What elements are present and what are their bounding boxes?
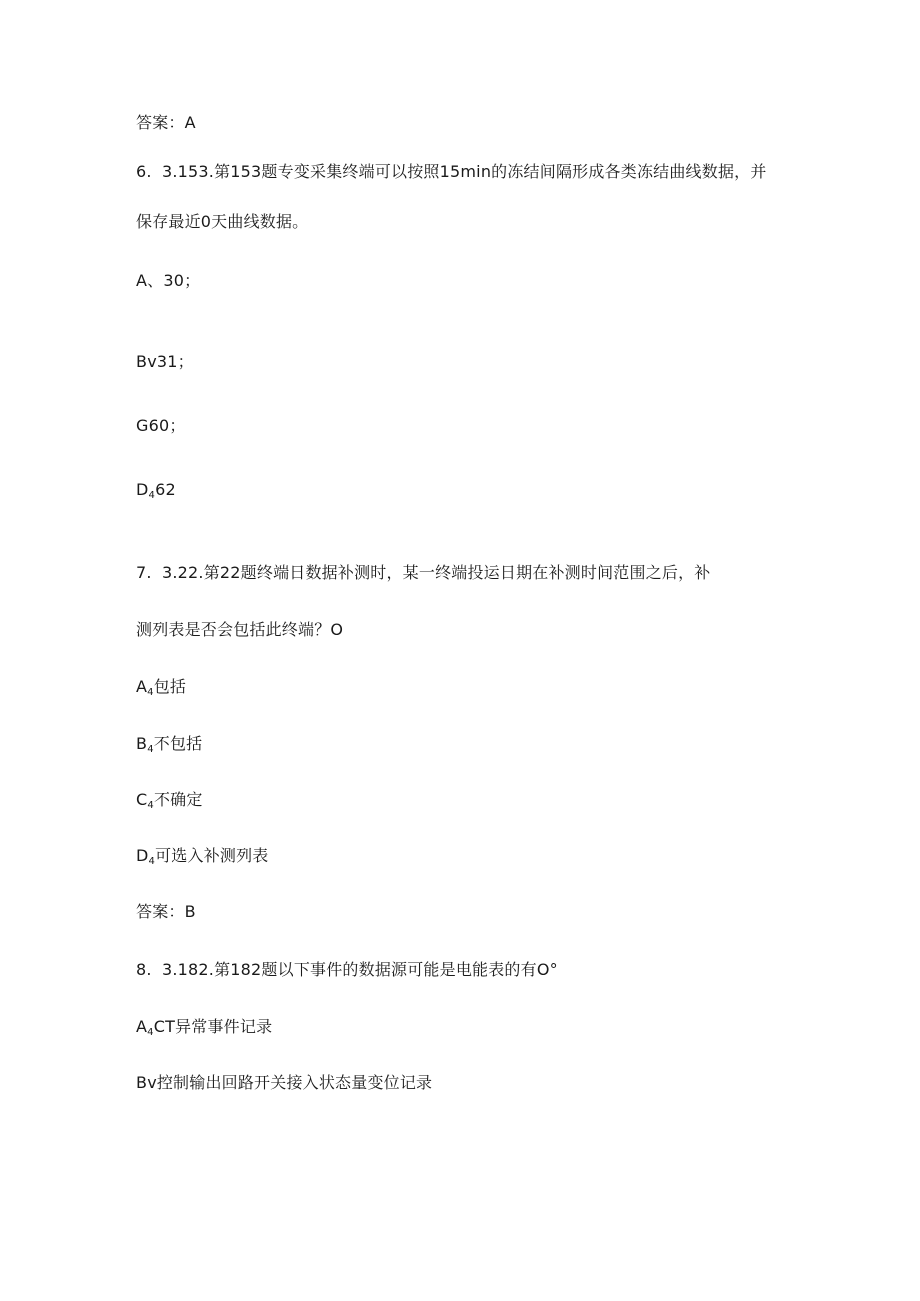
option-c [136,416,186,436]
option-text: 不包括 [153,734,203,753]
option-a [136,677,186,703]
option-letter: A [136,271,148,290]
option-text: CT异常事件记录 [153,1017,273,1036]
option-mark: 、 [147,271,164,290]
option-letter: B [136,1073,148,1092]
answer-line [136,902,196,922]
question-7-line-1 [136,563,710,583]
option-mark: 4 [148,490,156,501]
answer-line [136,113,196,133]
option-c [136,790,203,816]
question-text: 3.182.第182题以下事件的数据源可能是电能表的有O° [162,960,558,979]
question-6-line-2 [136,212,308,232]
question-text: 测列表是否会包括此终端？O [136,620,344,639]
option-text: 30； [163,271,201,290]
option-text: 可选入补测列表 [155,846,269,865]
option-mark: 4 [147,744,154,755]
option-text: 62 [155,480,176,499]
option-d [136,846,269,872]
question-text: 3.153.第153题专变采集终端可以按照15min的冻结间隔形成各类冻结曲线数据，并 [162,162,767,181]
option-a [136,271,200,291]
option-mark: v [147,1073,157,1092]
option-letter: B [136,352,148,371]
question-text: 保存最近0天曲线数据。 [136,212,309,231]
question-8-line-1 [136,960,558,980]
question-6-line-1 [136,162,767,182]
question-7-line-2 [136,620,343,640]
option-mark: 4 [147,800,154,811]
option-b [136,734,202,760]
option-d [136,480,176,506]
option-text: 包括 [153,677,187,696]
answer-text: 答案：B [136,902,196,921]
option-letter: D [136,480,149,499]
option-text: 31； [156,352,194,371]
option-letter: B [136,734,148,753]
option-mark: 4 [147,1027,154,1038]
option-mark: 4 [147,687,154,698]
answer-text: 答案：A [136,113,196,132]
option-b [136,352,194,372]
option-mark: v [147,352,157,371]
question-number: 6. [136,162,152,181]
option-text: 不确定 [153,790,203,809]
option-b [136,1073,432,1093]
option-letter: D [136,846,149,865]
question-text: 3.22.第22题终端日数据补测时，某一终端投运日期在补测时间范围之后，补 [162,563,711,582]
option-mark: 4 [148,856,156,867]
option-text: 控制输出回路开关接入状态量变位记录 [156,1073,433,1092]
option-letter: G [136,416,149,435]
option-letter: A [136,677,148,696]
question-number: 8. [136,960,152,979]
option-a [136,1017,272,1043]
option-letter: A [136,1017,148,1036]
question-number: 7. [136,563,152,582]
option-letter: C [136,790,148,809]
option-text: 60； [148,416,186,435]
